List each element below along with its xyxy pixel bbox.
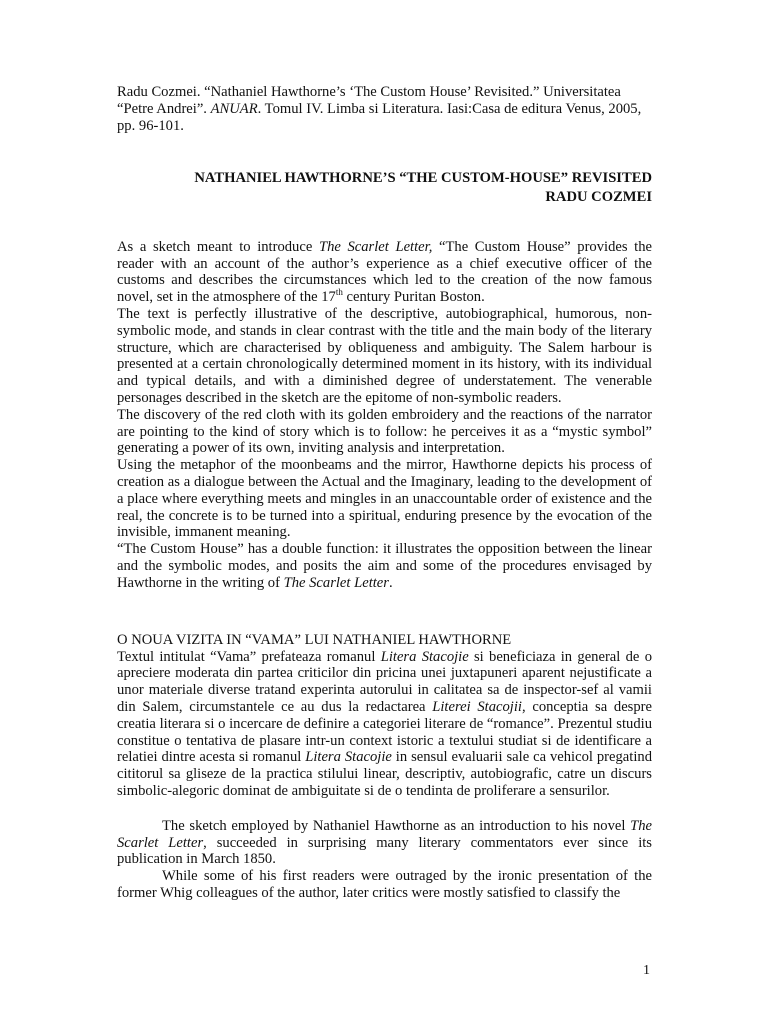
page-number: 1 [643,963,650,978]
abstract-paragraph [117,541,652,591]
romanian-abstract-heading: O NOUA VIZITA IN “VAMA” LUI NATHANIEL HAWTHORNE [117,631,512,648]
book-title: Litera Stacojie [305,749,392,766]
article-author: RADU COZMEI [545,189,652,206]
citation-text-2: . Tomul IV. Limba si Literatura. Iasi:Casa de editura Venus, 2005, pp. 96-101. [117,101,642,135]
body-paragraph: While some of his first readers were outraged by the ironic presentation of the former Whig colleagues of the author, later critics were mostly satisfied to classify the [117,868,652,901]
text-span: The sketch employed by Nathaniel Hawthorne as an introduction to his novel [162,817,631,834]
book-title: Litera Stacojie [380,648,469,665]
romanian-abstract [117,649,652,800]
superscript: th [335,287,343,298]
abstract-paragraph: The discovery of the red cloth with its golden embroidery and the reactions of the narrator are pointing to the kind of story which is to follow: he perceives it as a “mystic symbol” generating a power of its own, inviting analysis and interpretation. [117,406,652,457]
citation-journal: ANUAR [210,101,258,118]
text-span: As a sketch meant to introduce [117,238,319,255]
title-block [117,169,652,208]
text-span: century Puritan Boston. [342,289,485,306]
text-span: “The Custom House” provides the reader with an account of the author’s experience as a chief executive officer of the customs and describes the circumstances which led to the creation of the now famous novel, set in the atmosphere of the 17 [117,238,652,306]
body-paragraph [117,818,652,868]
book-title: Literei Stacojii [432,698,522,715]
book-title: The Scarlet Letter [117,817,652,851]
text-span: in sensul evaluarii sale ca vehicol pregatind cititorul sa gliseze de la practica stilului linear, descriptiv, autobiografic, catre un discurs simbolic-alegoric dominat de ambiguitate si de o tendinta de proliferare a sensurilor. [117,749,652,799]
abstract-paragraph [117,239,652,306]
citation-text: Radu Cozmei. “Nathaniel Hawthorne’s ‘The Custom House’ Revisited.” Universitatea “Petre Andrei”. [117,84,621,118]
text-span: , succeeded in surprising many literary commentators ever since its publication in March 1850. [117,834,652,868]
page-content [117,84,652,902]
citation [117,84,652,136]
english-abstract [117,239,652,592]
text-span: . [388,574,393,591]
text-span: si beneficiaza in general de o apreciere moderata din partea criticilor din pricina unei juxtapuneri aparent nejustificate a unor materiale diverse tratand experinta autorului in calitatea sa de inspector-sef al vamii din Salem, circumstantele ce au dus la redactarea [117,648,653,715]
book-title: The Scarlet Letter, [318,238,433,255]
text-span: Textul intitulat “Vama” prefateaza romanul [117,648,381,665]
abstract-paragraph: The text is perfectly illustrative of the descriptive, autobiographical, humorous, non-symbolic mode, and stands in clear contrast with the title and the main body of the literary structure, which are characterised by obliqueness and ambiguity. The Salem harbour is presented at a certain chronologically determined moment in its history, with its individual and typical details, and with a diminished degree of understatement. The venerable personages described in the sketch are the epitome of non-symbolic readers. [117,305,652,406]
article-title: NATHANIEL HAWTHORNE’S “THE CUSTOM-HOUSE” REVISITED [194,169,652,186]
book-title: The Scarlet Letter [283,574,389,591]
abstract-paragraph: Using the metaphor of the moonbeams and the mirror, Hawthorne depicts his process of creation as a dialogue between the Actual and the Imaginary, leading to the development of a place where everything meets and mingles in an unaccountable order of existence and the real, the concrete is to be turned into a spiritual, enduring presence by the evocation of the invisible, immanent meaning. [117,457,652,541]
text-span: , conceptia sa despre creatia literara si o incercare de definire a categoriei literare de “romance”. Prezentul studiu constitue o tentativa de plasare intr-un context istoric a textului studiat si de identificare a relatiei dintre acesta si romanul [117,698,652,766]
text-span: “The Custom House” has a double function: it illustrates the opposition between the linear and the symbolic modes, and posits the aim and some of the procedures envisaged by Hawthorne in the writing of [117,541,652,591]
